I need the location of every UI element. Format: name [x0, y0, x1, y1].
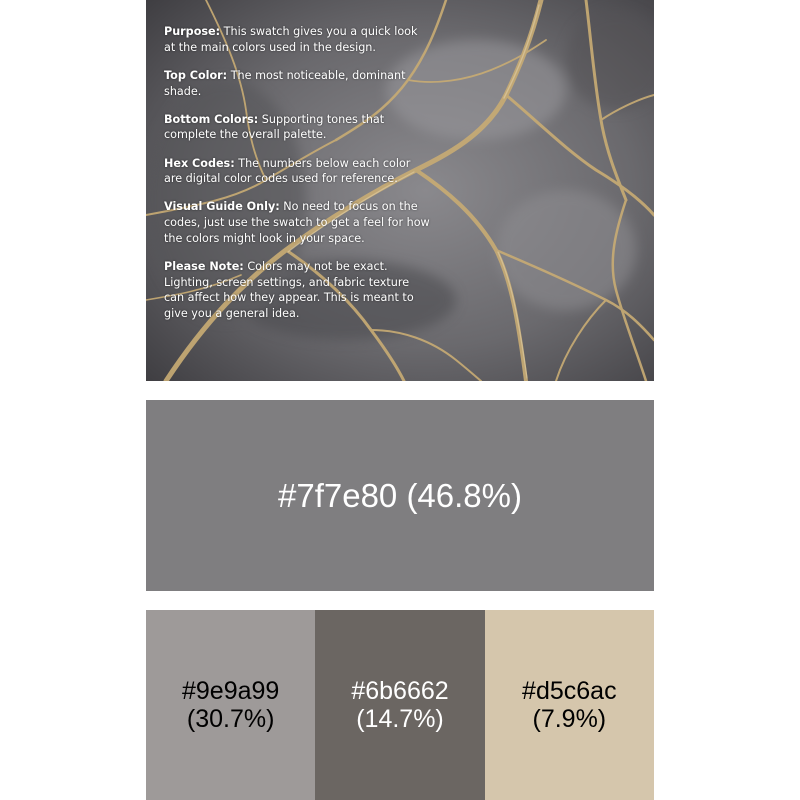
note-hex-codes [164, 156, 432, 187]
note-purpose [164, 24, 432, 55]
note-bottom-colors [164, 112, 432, 143]
primary-color-label: #7f7e80 (46.8%) [277, 476, 522, 514]
marble-pattern-image [146, 0, 654, 381]
note-text: The most noticeable, dominant shade. [164, 68, 406, 98]
swatch-hex-label: #6b6662 [351, 677, 449, 705]
note-text: No need to focus on the codes, just use the swatch to get a feel for how the colors might look in your space. [164, 200, 430, 245]
note-please-note [164, 259, 432, 322]
swatch-hex-label: #9e9a99 [182, 677, 280, 705]
note-title: Please Note: [164, 259, 244, 273]
note-text: Supporting tones that complete the overall palette. [164, 112, 385, 142]
note-text: This swatch gives you a quick look at the main colors used in the design. [164, 25, 418, 54]
swatch-percent-label: (7.9%) [532, 705, 607, 733]
secondary-swatches [146, 610, 654, 800]
note-text: The numbers below each color are digital color codes used for reference. [164, 156, 411, 186]
note-title: Hex Codes: [164, 156, 235, 170]
note-title: Top Color: [164, 68, 228, 82]
secondary-color-swatch-3 [485, 610, 654, 800]
note-text: Colors may not be exact. Lighting, screen settings, and fabric texture can affect how they appear. This is meant to give you a general idea. [164, 259, 414, 320]
secondary-color-swatch-2 [315, 610, 484, 800]
note-visual-guide [164, 199, 432, 246]
swatch-notes [164, 24, 432, 334]
swatch-hex-label: #d5c6ac [522, 677, 617, 705]
note-title: Purpose: [164, 25, 221, 38]
note-title: Visual Guide Only: [164, 200, 280, 214]
swatch-percent-label: (30.7%) [186, 705, 275, 733]
note-top-color [164, 68, 432, 99]
note-title: Bottom Colors: [164, 112, 259, 126]
swatch-percent-label: (14.7%) [356, 705, 444, 733]
primary-color-swatch [146, 400, 654, 591]
secondary-color-swatch-1 [146, 610, 315, 800]
